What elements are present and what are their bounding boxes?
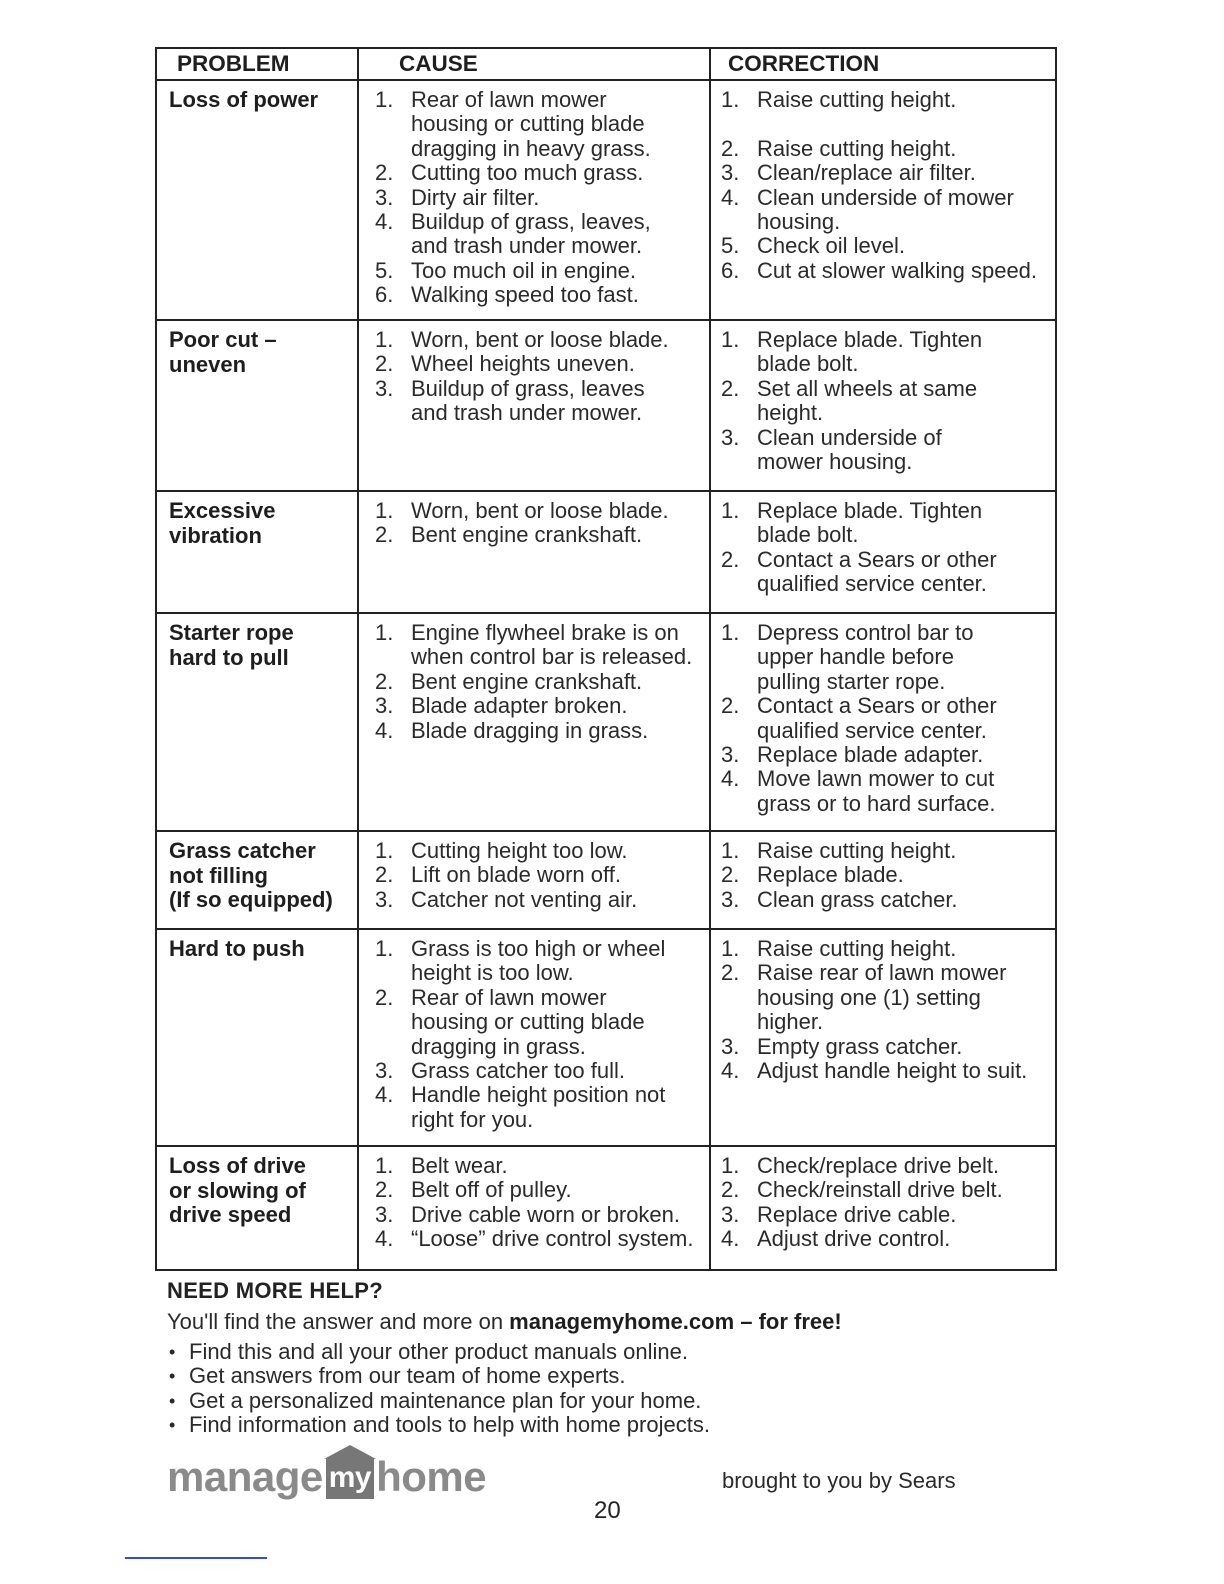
correction-item-text: Replace blade. Tighten blade bolt. (757, 498, 983, 548)
correction-item-text: Replace drive cable. (757, 1201, 957, 1227)
cause-item (375, 694, 709, 718)
correction-item-number: 5. (721, 233, 740, 259)
correction-item-text: Depress control bar to upper handle before pulling starter rope. (757, 620, 974, 694)
cause-item-number: 4. (375, 1226, 394, 1252)
cause-cell (358, 491, 710, 613)
cause-item (375, 937, 709, 986)
correction-item (721, 937, 1055, 961)
correction-item-number: 6. (721, 257, 740, 283)
problem-text: uneven (169, 351, 247, 377)
correction-list (721, 839, 1055, 912)
cause-item-number: 2. (375, 522, 394, 548)
cause-item (375, 259, 709, 283)
correction-item-number: 3. (721, 886, 740, 912)
correction-item (721, 888, 1055, 912)
cause-item-text: Bent engine crankshaft. (411, 668, 643, 694)
problem-text: (If so equipped) (169, 887, 333, 912)
correction-item-number: 4. (721, 184, 740, 210)
cause-item-text: Belt off of pulley. (411, 1177, 572, 1203)
cause-item (375, 670, 709, 694)
header-problem: PROBLEM (156, 48, 358, 80)
troubleshooting-table (155, 47, 1057, 1271)
problem-text: vibration (169, 522, 262, 548)
correction-item (721, 1178, 1055, 1202)
byline: brought to you by Sears (722, 1468, 956, 1493)
cause-item-text: Grass is too high or wheel height is too low. (411, 936, 666, 986)
correction-cell (710, 1146, 1056, 1270)
logo-text-home: home (376, 1453, 487, 1500)
correction-item-number: 3. (721, 742, 740, 768)
correction-item-number: 2. (721, 693, 740, 719)
help-intro-text: You'll find the answer and more on (167, 1309, 510, 1334)
cause-item (375, 1154, 709, 1178)
problem-text: Grass catcher (169, 838, 316, 863)
cause-item-text: Wheel heights uneven. (411, 351, 635, 377)
problem-text: or slowing of (169, 1177, 306, 1203)
cause-item (375, 986, 709, 1059)
correction-item-text: Replace blade. (757, 862, 904, 888)
table-row (156, 491, 1056, 613)
cause-item-text: Catcher not venting air. (411, 886, 638, 912)
help-bullet-text: Get a personalized maintenance plan for your home. (189, 1387, 702, 1413)
table-row (156, 1146, 1056, 1270)
cause-item-text: “Loose” drive control system. (411, 1226, 694, 1252)
correction-item-number: 1. (721, 936, 740, 961)
correction-cell (710, 613, 1056, 831)
table-row (156, 929, 1056, 1146)
correction-item-text: Raise cutting height. (757, 87, 957, 112)
correction-item-text: Clean underside of mower housing. (757, 424, 942, 475)
cause-item (375, 1227, 709, 1251)
logo-house-my (326, 1459, 374, 1499)
problem-cell (156, 320, 358, 491)
header-correction: CORRECTION (710, 48, 1056, 80)
correction-item-number: 3. (721, 1201, 740, 1227)
cause-item (375, 499, 709, 523)
correction-item (721, 548, 1055, 597)
cause-item-number: 5. (375, 257, 394, 283)
correction-item-text: Empty grass catcher. (757, 1033, 963, 1059)
help-bullet-text: Get answers from our team of home experts. (189, 1363, 626, 1389)
help-intro (167, 1308, 1047, 1336)
help-bullet-item (167, 1340, 1047, 1364)
cause-cell (358, 320, 710, 491)
problem-text: Hard to push (169, 936, 305, 961)
cause-item-text: Buildup of grass, leaves, and trash under mower. (411, 209, 651, 259)
help-bullet-text: Find information and tools to help with home projects. (189, 1412, 710, 1438)
cause-item-number: 3. (375, 1201, 394, 1227)
cause-item-number: 1. (375, 838, 394, 863)
cause-list (375, 88, 709, 308)
correction-item-text: Adjust handle height to suit. (757, 1058, 1028, 1084)
cause-item-number: 1. (375, 87, 394, 112)
correction-item (721, 259, 1055, 283)
cause-item-text: Blade dragging in grass. (411, 717, 649, 743)
cause-item-text: Walking speed too fast. (411, 282, 639, 308)
correction-item-text: Raise rear of lawn mower housing one (1) setting higher. (757, 960, 1007, 1035)
cause-item-number: 1. (375, 498, 394, 523)
logo-roof-icon (324, 1445, 376, 1459)
cause-item-text: Rear of lawn mower housing or cutting blade dragging in heavy grass. (411, 87, 651, 161)
cause-item-text: Buildup of grass, leaves and trash under mower. (411, 375, 645, 426)
cause-item-text: Too much oil in engine. (411, 257, 637, 283)
cause-list (375, 328, 709, 426)
cause-item-number: 1. (375, 1153, 394, 1178)
cause-cell (358, 831, 710, 929)
cause-item-text: Bent engine crankshaft. (411, 522, 643, 548)
cause-cell (358, 929, 710, 1146)
correction-item-text: Raise cutting height. (757, 838, 957, 863)
cause-item-text: Dirty air filter. (411, 184, 540, 210)
bullet-icon: • (169, 1366, 176, 1387)
correction-item (721, 1035, 1055, 1059)
table-row (156, 831, 1056, 929)
bullet-icon: • (169, 1415, 176, 1436)
cause-item-text: Drive cable worn or broken. (411, 1201, 681, 1227)
correction-item-number: 1. (721, 620, 740, 645)
table-header-row (156, 48, 1056, 80)
cause-item-number: 2. (375, 984, 394, 1010)
cause-cell (358, 613, 710, 831)
cause-item-number: 3. (375, 693, 394, 719)
help-bullet-list (167, 1340, 1047, 1438)
cause-item (375, 888, 709, 912)
correction-item-text: Check/reinstall drive belt. (757, 1177, 1003, 1203)
correction-item (721, 426, 1055, 475)
table-body (156, 80, 1056, 1270)
correction-item-text: Check oil level. (757, 233, 905, 259)
cause-item-number: 1. (375, 327, 394, 352)
cause-item (375, 88, 709, 161)
correction-item (721, 767, 1055, 816)
cause-item-text: Cutting height too low. (411, 838, 628, 863)
problem-text: hard to pull (169, 644, 289, 670)
cause-item-number: 3. (375, 184, 394, 210)
cause-item-number: 2. (375, 1177, 394, 1203)
help-intro-link[interactable]: managemyhome.com – for free! (509, 1309, 842, 1334)
cause-item (375, 186, 709, 210)
correction-item-number: 2. (721, 135, 740, 161)
correction-item (721, 694, 1055, 743)
problem-cell (156, 1146, 358, 1270)
cause-item (375, 1203, 709, 1227)
correction-item-number: 2. (721, 1177, 740, 1203)
correction-item (721, 1059, 1055, 1083)
cause-item-number: 3. (375, 1058, 394, 1084)
cause-item-number: 3. (375, 886, 394, 912)
correction-item (721, 137, 1055, 161)
correction-item-number: 4. (721, 1226, 740, 1252)
cause-item-number: 2. (375, 160, 394, 186)
table-row (156, 80, 1056, 320)
cause-item-text: Lift on blade worn off. (411, 862, 621, 888)
correction-item-number: 4. (721, 1058, 740, 1084)
correction-cell (710, 831, 1056, 929)
cause-item-number: 2. (375, 351, 394, 377)
cause-item-number: 6. (375, 282, 394, 308)
table-row (156, 613, 1056, 831)
cause-item-number: 2. (375, 668, 394, 694)
correction-item-text: Contact a Sears or other qualified service center. (757, 546, 997, 597)
cause-item (375, 719, 709, 743)
cause-item-number: 4. (375, 717, 394, 743)
problem-text: Loss of drive (169, 1153, 306, 1178)
correction-cell (710, 491, 1056, 613)
correction-list (721, 499, 1055, 597)
cause-item-text: Rear of lawn mower housing or cutting blade dragging in grass. (411, 984, 645, 1059)
cause-item (375, 283, 709, 307)
help-section (167, 1277, 1047, 1438)
correction-list (721, 621, 1055, 816)
correction-cell (710, 80, 1056, 320)
help-bullet-text: Find this and all your other product manuals online. (189, 1339, 688, 1364)
footer-rule (125, 1557, 267, 1559)
cause-item-text: Engine flywheel brake is on when control bar is released. (411, 620, 693, 670)
cause-list (375, 499, 709, 548)
correction-item (721, 186, 1055, 235)
help-bullet-item (167, 1364, 1047, 1388)
cause-item (375, 352, 709, 376)
correction-item (721, 961, 1055, 1034)
correction-item-text: Contact a Sears or other qualified service center. (757, 693, 997, 743)
troubleshooting-document (155, 47, 1055, 1271)
cause-item-text: Worn, bent or loose blade. (411, 498, 669, 523)
cause-list (375, 937, 709, 1132)
help-bullet-item (167, 1389, 1047, 1413)
cause-item (375, 839, 709, 863)
cause-item-text: Worn, bent or loose blade. (411, 327, 669, 352)
correction-item-number: 3. (721, 160, 740, 186)
cause-item (375, 621, 709, 670)
logo-text-my: my (328, 1461, 372, 1494)
correction-item-text: Clean/replace air filter. (757, 160, 976, 186)
problem-text: Loss of power (169, 87, 319, 112)
problem-text: not filling (169, 862, 268, 888)
logo-text-manage: manage (167, 1453, 323, 1500)
cause-cell (358, 80, 710, 320)
problem-cell (156, 929, 358, 1146)
correction-item (721, 1203, 1055, 1227)
cause-list (375, 1154, 709, 1252)
cause-list (375, 621, 709, 743)
cause-item (375, 328, 709, 352)
cause-item-number: 3. (375, 375, 394, 401)
correction-item-number: 3. (721, 424, 740, 450)
bullet-icon: • (169, 1390, 176, 1411)
correction-item-text: Raise cutting height. (757, 936, 957, 961)
help-bullet-item (167, 1413, 1047, 1437)
cause-cell (358, 1146, 710, 1270)
correction-item (721, 499, 1055, 548)
correction-list (721, 1154, 1055, 1252)
correction-item (721, 863, 1055, 887)
correction-cell (710, 320, 1056, 491)
correction-item-text: Raise cutting height. (757, 135, 957, 161)
cause-item-text: Handle height position not right for you. (411, 1082, 666, 1132)
correction-item (721, 839, 1055, 863)
cause-list (375, 839, 709, 912)
cause-item (375, 210, 709, 259)
correction-item-number: 2. (721, 375, 740, 401)
cause-item-number: 2. (375, 862, 394, 888)
problem-text: drive speed (169, 1202, 292, 1227)
problem-cell (156, 80, 358, 320)
cause-item (375, 1178, 709, 1202)
cause-item-number: 1. (375, 936, 394, 961)
correction-item-number: 1. (721, 838, 740, 863)
cause-item-text: Grass catcher too full. (411, 1058, 625, 1084)
help-title: NEED MORE HELP? (167, 1278, 383, 1303)
cause-item-text: Belt wear. (411, 1153, 508, 1178)
correction-list (721, 88, 1055, 283)
cause-item (375, 523, 709, 547)
correction-item (721, 1227, 1055, 1251)
correction-item (721, 377, 1055, 426)
page-number: 20 (594, 1497, 621, 1524)
correction-item (721, 743, 1055, 767)
header-cause: CAUSE (358, 48, 710, 80)
correction-item-text: Clean underside of mower housing. (757, 184, 1014, 235)
correction-item-number: 1. (721, 327, 740, 352)
correction-item-text: Cut at slower walking speed. (757, 257, 1038, 283)
correction-item-text: Replace blade adapter. (757, 742, 984, 768)
correction-item (721, 621, 1055, 694)
cause-item (375, 1059, 709, 1083)
problem-cell (156, 831, 358, 929)
problem-cell (156, 613, 358, 831)
problem-text: Poor cut – (169, 327, 277, 352)
correction-item-text: Clean grass catcher. (757, 886, 958, 912)
cause-item-number: 4. (375, 209, 394, 235)
correction-item-number: 1. (721, 498, 740, 523)
correction-cell (710, 929, 1056, 1146)
correction-item-number: 1. (721, 87, 740, 112)
correction-item-number: 2. (721, 862, 740, 888)
table-row (156, 320, 1056, 491)
cause-item (375, 161, 709, 185)
correction-list (721, 937, 1055, 1083)
correction-item (721, 328, 1055, 377)
correction-list (721, 328, 1055, 474)
correction-item (721, 161, 1055, 185)
cause-item (375, 1083, 709, 1132)
problem-text: Starter rope (169, 620, 294, 645)
correction-item-number: 4. (721, 766, 740, 792)
cause-item-text: Cutting too much grass. (411, 160, 644, 186)
correction-item-text: Move lawn mower to cut grass or to hard surface. (757, 766, 996, 816)
cause-item-number: 1. (375, 620, 394, 645)
cause-item-text: Blade adapter broken. (411, 693, 628, 719)
correction-item-number: 1. (721, 1153, 740, 1178)
cause-item (375, 863, 709, 887)
correction-item-number: 2. (721, 546, 740, 572)
correction-item (721, 88, 1055, 137)
cause-item-number: 4. (375, 1082, 394, 1108)
correction-item (721, 234, 1055, 258)
correction-item-number: 3. (721, 1033, 740, 1059)
correction-item-text: Replace blade. Tighten blade bolt. (757, 327, 983, 377)
cause-item (375, 377, 709, 426)
correction-item-text: Set all wheels at same height. (757, 375, 978, 426)
problem-text: Excessive (169, 498, 276, 523)
correction-item-number: 2. (721, 960, 740, 986)
problem-cell (156, 491, 358, 613)
correction-item-text: Adjust drive control. (757, 1226, 951, 1252)
managemyhome-logo (167, 1452, 486, 1502)
correction-item (721, 1154, 1055, 1178)
bullet-icon: • (169, 1342, 176, 1362)
correction-item-text: Check/replace drive belt. (757, 1153, 1000, 1178)
